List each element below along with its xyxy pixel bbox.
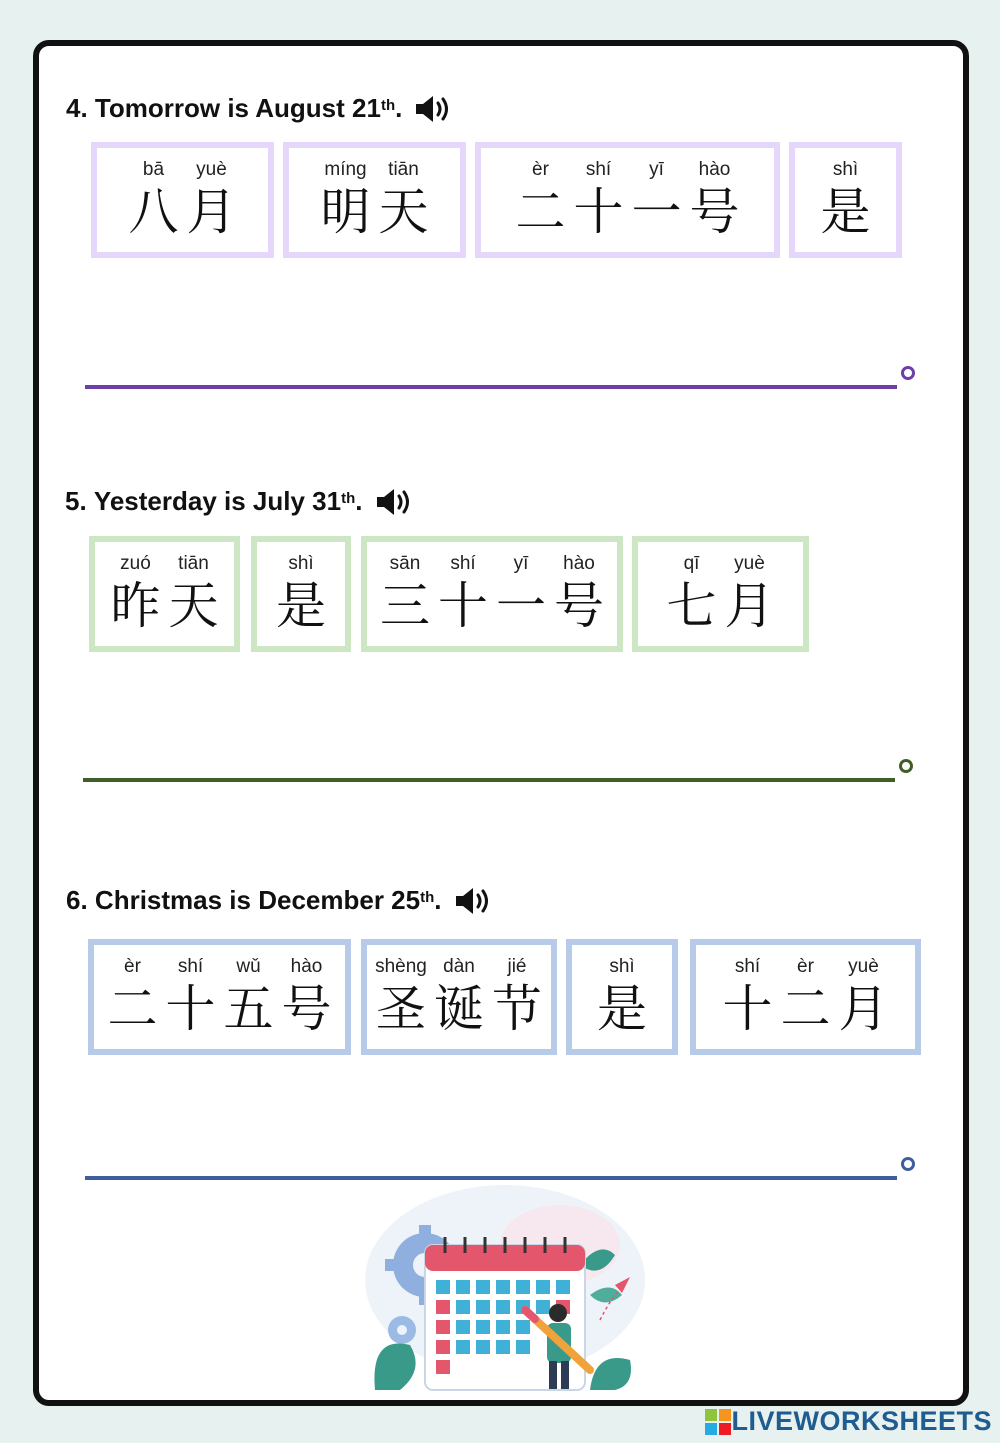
- pinyin-label: míng: [324, 159, 367, 180]
- question-text: Tomorrow is August 21: [94, 93, 381, 123]
- full-stop-circle: [901, 1157, 915, 1171]
- pinyin-label: shèng: [375, 956, 427, 977]
- pinyin-label: bā: [142, 159, 165, 180]
- question-end: .: [434, 885, 442, 915]
- pinyin-label: yuè: [734, 553, 765, 574]
- question-4-title: [66, 93, 454, 124]
- question-text: Yesterday is July 31: [93, 486, 342, 516]
- brand-text: LIVEWORKSHEETS: [731, 1406, 992, 1436]
- hanzi-character: 号: [689, 183, 740, 241]
- word-card[interactable]: [88, 939, 351, 1055]
- pinyin-label: jié: [507, 956, 527, 977]
- hanzi-character: 号: [281, 980, 332, 1038]
- word-card[interactable]: [91, 142, 274, 258]
- hanzi-character: 十: [722, 980, 773, 1038]
- hanzi-character: 月: [186, 183, 237, 241]
- pinyin-label: tiān: [388, 159, 419, 180]
- word-card[interactable]: [283, 142, 466, 258]
- pinyin-label: wǔ: [236, 956, 261, 977]
- hanzi-character: 圣: [376, 980, 426, 1038]
- hanzi-character: 二: [780, 980, 831, 1038]
- ordinal-suffix: th: [420, 889, 435, 906]
- word-card[interactable]: [251, 536, 351, 652]
- pinyin-label: shí: [177, 956, 204, 977]
- question-end: .: [395, 93, 403, 123]
- hanzi-character: 五: [223, 980, 274, 1038]
- liveworksheets-logo[interactable]: [705, 1406, 992, 1437]
- pinyin-label: hào: [563, 553, 595, 574]
- pinyin-label: yī: [649, 159, 664, 180]
- hanzi-character: 三: [380, 577, 430, 635]
- question-number: 6.: [66, 885, 88, 915]
- hanzi-character: 明: [320, 183, 371, 241]
- pinyin-label: yī: [513, 553, 529, 574]
- question-5-title: [65, 486, 415, 517]
- word-card[interactable]: [789, 142, 902, 258]
- pinyin-label: shì: [288, 553, 314, 574]
- ordinal-suffix: th: [341, 490, 356, 507]
- question-number: 5.: [65, 486, 87, 516]
- hanzi-character: 一: [631, 183, 682, 241]
- hanzi-character: 月: [724, 577, 775, 635]
- hanzi-character: 是: [276, 577, 326, 635]
- hanzi-character: 一: [496, 577, 546, 635]
- pinyin-label: yuè: [196, 159, 227, 180]
- pinyin-label: zuó: [120, 553, 151, 574]
- pinyin-label: shí: [734, 956, 761, 977]
- hanzi-character: 八: [128, 183, 179, 241]
- word-card[interactable]: [361, 939, 557, 1055]
- speaker-icon[interactable]: [414, 94, 454, 124]
- hanzi-character: 是: [597, 980, 647, 1038]
- hanzi-character: 是: [820, 183, 871, 241]
- hanzi-character: 十: [573, 183, 624, 241]
- hanzi-character: 昨: [110, 577, 161, 635]
- hanzi-character: 节: [492, 980, 542, 1038]
- answer-line[interactable]: [83, 778, 895, 782]
- speaker-icon[interactable]: [454, 886, 494, 916]
- full-stop-circle: [901, 366, 915, 380]
- pinyin-label: shí: [450, 553, 476, 574]
- pinyin-label: hào: [290, 956, 323, 977]
- word-card[interactable]: [361, 536, 623, 652]
- hanzi-character: 二: [107, 980, 158, 1038]
- question-number: 4.: [66, 93, 88, 123]
- hanzi-character: 七: [666, 577, 717, 635]
- hanzi-character: 号: [554, 577, 604, 635]
- pinyin-label: èr: [797, 956, 814, 977]
- hanzi-character: 月: [838, 980, 889, 1038]
- pinyin-label: shí: [585, 159, 612, 180]
- word-card[interactable]: [632, 536, 809, 652]
- question-text: Christmas is December 25: [94, 885, 421, 915]
- pinyin-label: qī: [683, 553, 700, 574]
- word-card[interactable]: [690, 939, 921, 1055]
- hanzi-character: 天: [378, 183, 429, 241]
- pinyin-label: dàn: [443, 956, 475, 977]
- pinyin-label: tiān: [178, 553, 209, 574]
- hanzi-character: 十: [165, 980, 216, 1038]
- pinyin-label: yuè: [848, 956, 879, 977]
- hanzi-character: 天: [168, 577, 219, 635]
- pinyin-label: èr: [124, 956, 141, 977]
- question-end: .: [355, 486, 363, 516]
- word-card[interactable]: [566, 939, 678, 1055]
- ordinal-suffix: th: [380, 97, 396, 114]
- hanzi-character: 十: [438, 577, 488, 635]
- logo-icon: [705, 1409, 731, 1435]
- pinyin-label: hào: [698, 159, 731, 180]
- full-stop-circle: [899, 759, 913, 773]
- pinyin-label: èr: [532, 159, 549, 180]
- answer-line[interactable]: [85, 385, 897, 389]
- answer-line[interactable]: [85, 1176, 897, 1180]
- hanzi-character: 诞: [434, 980, 484, 1038]
- word-card[interactable]: [475, 142, 780, 258]
- pinyin-label: shì: [609, 956, 635, 977]
- speaker-icon[interactable]: [375, 487, 415, 517]
- pinyin-label: sān: [389, 553, 421, 574]
- calendar-illustration: [330, 1185, 660, 1400]
- word-card[interactable]: [89, 536, 240, 652]
- hanzi-character: 二: [515, 183, 566, 241]
- pinyin-label: shì: [832, 159, 859, 180]
- question-6-title: [66, 885, 494, 916]
